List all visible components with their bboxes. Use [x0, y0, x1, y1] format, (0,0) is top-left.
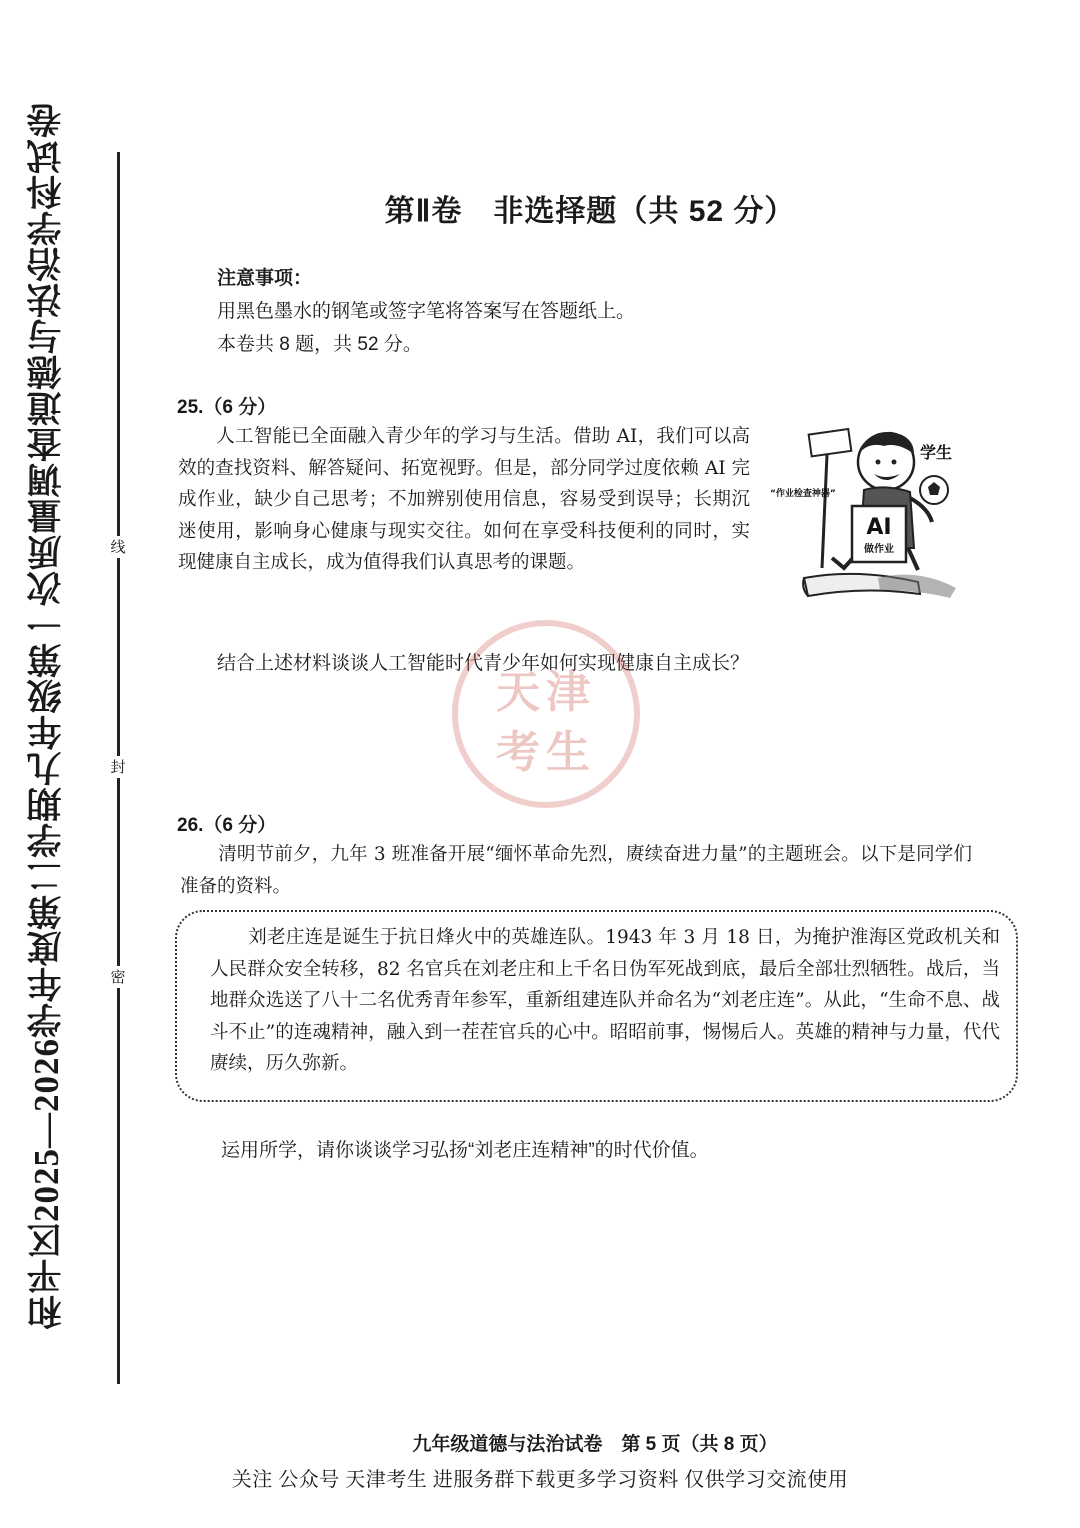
notice-block [217, 262, 635, 361]
material-box [175, 910, 1018, 1102]
question-26-prompt: 运用所学，请你谈谈学习弘扬“刘老庄连精神”的时代价值。 [221, 1140, 709, 1161]
page-footer: 九年级道德与法治试卷 第 5 页（共 8 页） [412, 1434, 778, 1455]
binding-mark-seal: 封 [108, 756, 128, 778]
question-25-prompt: 结合上述材料谈谈人工智能时代青少年如何实现健康自主成长？ [217, 653, 750, 674]
notice-line: 用黑色墨水的钢笔或签字笔将答案写在答题纸上。 [217, 301, 636, 322]
question-26-material-text: 清明节前夕，九年 3 班准备开展“缅怀革命先烈，赓续奋进力量”的主题班会。以下是同学们准备的资料。 [180, 844, 972, 897]
side-exam-title: 和平区2025—2026学年度第二学期九年级第一次质量调查道德与法治学科试卷 [27, 102, 66, 1330]
cartoon-student-label: 学生 [920, 443, 953, 462]
promo-text: 关注 公众号 天津考生 进服务群下载更多学习资料 仅供学习交流使用 [231, 1469, 849, 1491]
watermark-stamp [452, 620, 640, 808]
cartoon-ai-label: AI [866, 515, 892, 540]
notice-heading: 注意事项： [217, 268, 313, 289]
question-26-number: 26.（6 分） [177, 815, 277, 836]
binding-mark-secret: 密 [108, 966, 128, 988]
material-box-text: 刘老庄连是诞生于抗日烽火中的英雄连队。1943 年 3 月 18 日，为掩护淮海区党政机关和人民群众安全转移，82 名官兵在刘老庄和上千名日伪军死战到底，最后全部壮烈牺牲。战后，当地群众选送了八十二名优秀青年参军，重新组建连队并命名为“刘老庄连”。从此，“生命不息、战斗不止”的连魂精神，融入到一茬茬官兵的心中。昭昭前事，惕惕后人。英雄的精神与力量，代代赓续，历久弥新。 [210, 927, 1000, 1074]
question-25-material [178, 421, 750, 579]
cartoon-ai-sub-label: 做作业 [864, 544, 894, 555]
cartoon-flag-label: “作业检查神器” [770, 489, 836, 499]
question-25-number: 25.（6 分） [177, 397, 277, 418]
question-25-material-text: 人工智能已全面融入青少年的学习与生活。借助 AI，我们可以高效的查找资料、解答疑问、拓宽视野。但是，部分同学过度依赖 AI 完成作业，缺少自己思考；不加辨别使用信息，容易受到误导；长期沉迷使用，影响身心健康与现实交往。如何在享受科技便利的同时，实现健康自主成长，成为值得我们认真思考的课题。 [178, 426, 750, 573]
stamp-line-2: 考生 [496, 727, 596, 778]
question-26-material [180, 839, 972, 902]
section-title: 第Ⅱ卷 非选择题（共 52 分） [384, 195, 796, 228]
binding-mark-line: 线 [108, 536, 128, 558]
notice-line: 本卷共 8 题，共 52 分。 [217, 334, 422, 355]
stamp-line-1: 天津 [496, 667, 596, 718]
material-box-content [210, 922, 1000, 1080]
ai-homework-cartoon [768, 418, 964, 612]
